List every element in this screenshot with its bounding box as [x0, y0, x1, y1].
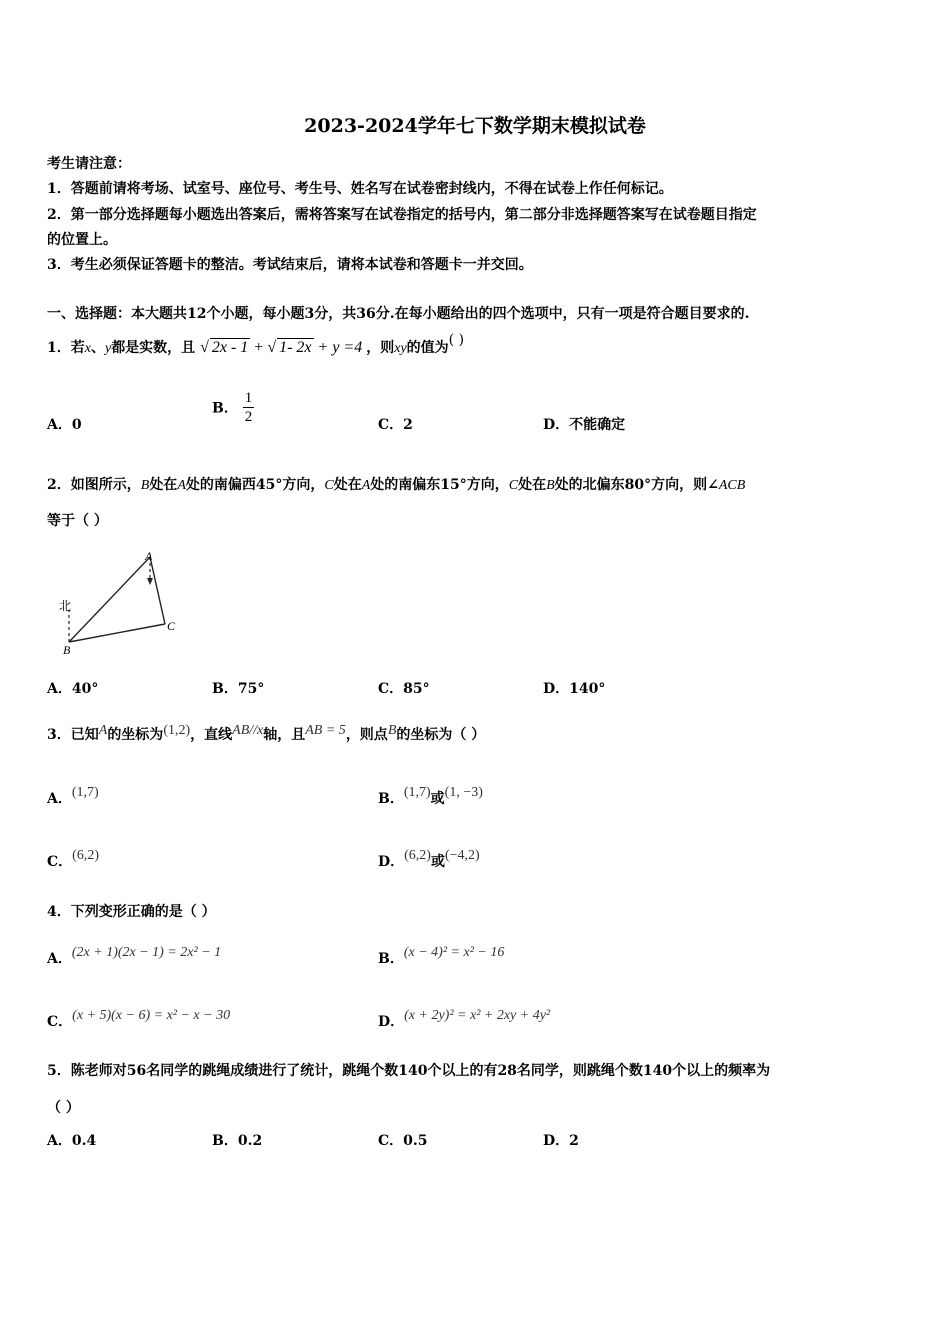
q2-C2: C	[508, 478, 519, 493]
q1-option-b	[212, 389, 254, 426]
q3-t3: ，直线	[190, 727, 233, 743]
q3-option-b-label: B．	[378, 791, 404, 807]
q5-option-d: D．2	[543, 1133, 579, 1149]
q4-option-a-label: A．	[47, 951, 72, 967]
q2-C1: C	[324, 478, 334, 493]
q1-option-c-value: 2	[403, 417, 413, 433]
q1-option-d-value: 不能确定	[569, 417, 626, 433]
q3-option-d-value-1: (6,2)	[404, 848, 431, 863]
q3-coord: (1,2)	[163, 723, 191, 738]
q2-t4: 处在	[333, 477, 362, 493]
q4-option-b-label: B．	[378, 951, 404, 967]
fig-label-A: A	[145, 549, 153, 563]
q4-option-d-value: (x + 2y)² = x² + 2xy + 4y²	[404, 1008, 551, 1023]
q3-option-b-value-2: (1, −3)	[444, 785, 483, 800]
question-3-stem	[47, 724, 485, 744]
q1-option-c	[378, 414, 413, 434]
q4-option-a-value: (2x + 1)(2x − 1) = 2x² − 1	[71, 945, 222, 960]
q2-ACB: ACB	[718, 478, 746, 493]
q1-option-d	[543, 414, 625, 434]
q3-line: AB//x	[232, 723, 264, 738]
q4-option-c-label: C．	[47, 1014, 73, 1030]
q3-option-a-value: (1,7)	[71, 785, 99, 800]
q1-text-d: 的值为	[406, 340, 449, 356]
q5-option-b: B．0.2	[212, 1133, 263, 1149]
q2-B1: B	[140, 478, 150, 493]
q2-option-b: B．75°	[212, 681, 265, 697]
question-5-stem-cont: （ ）	[47, 1100, 80, 1116]
q3-option-d-label: D．	[378, 854, 405, 870]
q3-option-b-or: 或	[430, 791, 445, 807]
q2-t5: 处的南偏东15°方向，	[370, 477, 509, 493]
q1-equation: √ 2x - 1 + √ 1- 2x + y =4	[200, 339, 363, 356]
q1-option-a-label: A．	[47, 417, 72, 433]
fig-label-C: C	[167, 619, 176, 633]
q1-plus: +	[254, 339, 264, 356]
q1-option-b-label: B．	[212, 400, 238, 417]
notice-item-2-cont: 的位置上。	[47, 232, 117, 248]
q1-radicand-1: 2x - 1	[211, 339, 249, 356]
q1-answer-paren: ( )	[448, 332, 465, 348]
q4-option-d-label: D．	[378, 1014, 405, 1030]
q3-eq: AB = 5	[305, 723, 346, 738]
q3-option-c-value: (6,2)	[72, 848, 99, 863]
q1-text-c: ，则	[366, 340, 395, 356]
notice-item-2: 2．第一部分选择题每小题选出答案后，需将答案写在试卷指定的括号内，第二部分非选择题答案写在试卷题目指定	[47, 207, 757, 223]
q5-option-c: C．0.5	[378, 1133, 428, 1149]
q3-A: A	[98, 723, 108, 738]
q1-text-a: 1．若	[47, 340, 85, 356]
fig-arrow-icon	[147, 578, 153, 585]
q3-t2: 的坐标为	[107, 727, 164, 743]
question-2-stem-cont: 等于（ ）	[47, 513, 108, 529]
q3-option-c	[47, 848, 99, 871]
question-5-stem: 5．陈老师对56名同学的跳绳成绩进行了统计，跳绳个数140个以上的有28名同学，则跳绳个数140个以上的频率为	[47, 1063, 771, 1079]
q3-option-d-or: 或	[430, 854, 445, 870]
fig-label-B: B	[63, 643, 71, 657]
q2-A1: A	[177, 478, 186, 493]
q4-option-c-value: (x + 5)(x − 6) = x² − x − 30	[72, 1008, 231, 1023]
q2-option-d: D．140°	[543, 681, 606, 697]
q1-sep: 、	[90, 340, 105, 356]
q1-option-a-value: 0	[71, 417, 82, 433]
q1-text-b: 都是实数，且	[111, 340, 196, 356]
q5-option-a: A．0.4	[47, 1133, 97, 1149]
q1-eq-tail: + y =4	[317, 339, 363, 356]
q1-option-b-fraction	[243, 389, 255, 426]
q2-A2: A	[361, 478, 371, 493]
notice-item-3: 3．考生必须保证答题卡的整洁。考试结束后，请将本试卷和答题卡一并交回。	[47, 257, 533, 273]
q1-y: y	[104, 341, 112, 356]
question-2-stem	[47, 474, 745, 494]
q1-option-a	[47, 414, 82, 434]
notice-heading: 考生请注意：	[47, 156, 131, 172]
notice-item-1: 1．答题前请将考场、试室号、座位号、考生号、姓名写在试卷密封线内，不得在试卷上作任何标记。	[47, 181, 673, 197]
q4-option-b-value: (x − 4)² = x² − 16	[403, 945, 505, 960]
q1-frac-num: 1	[244, 390, 253, 406]
q3-option-a-label: A．	[47, 791, 72, 807]
q2-t2: 处在	[149, 477, 178, 493]
q1-x: x	[84, 341, 91, 356]
q1-option-c-label: C．	[378, 417, 404, 433]
q3-t4: 轴，且	[263, 727, 306, 743]
q3-option-d	[378, 848, 480, 871]
q2-B2: B	[546, 478, 555, 493]
page-title: 2023-2024学年七下数学期末模拟试卷	[304, 115, 646, 137]
q3-option-c-label: C．	[47, 854, 73, 870]
q3-option-d-value-2: (−4,2)	[444, 848, 480, 863]
q1-frac-den: 2	[244, 409, 253, 425]
q1-option-d-label: D．	[543, 417, 570, 433]
q2-t3: 处的南偏西45°方向，	[185, 477, 325, 493]
q4-option-b	[378, 945, 505, 968]
q3-t1: 3．已知	[47, 727, 99, 743]
q2-option-a: A．40°	[47, 681, 99, 697]
q2-figure	[55, 548, 185, 658]
q4-option-c	[47, 1008, 231, 1031]
q2-t6: 处在	[518, 477, 547, 493]
fig-label-north: 北	[59, 599, 72, 613]
q1-radicand-2: 1- 2x	[279, 339, 312, 356]
q2-t1: 2．如图所示，	[47, 477, 141, 493]
q2-t7: 处的北偏东80°方向，则∠	[554, 477, 719, 493]
q3-B: B	[387, 723, 397, 738]
fig-line-AC	[150, 557, 165, 624]
q3-t5: ，则点	[345, 727, 388, 743]
section-heading: 一、选择题：本大题共12个小题，每小题3分，共36分.在每小题给出的四个选项中，只有一项是符合题目要求的.	[47, 306, 750, 322]
question-1-stem	[47, 332, 465, 357]
q3-option-b	[378, 785, 483, 808]
q1-xy: xy	[394, 341, 407, 356]
q3-t6: 的坐标为（ ）	[396, 727, 486, 743]
q2-option-c: C．85°	[378, 681, 430, 697]
question-4-stem: 4．下列变形正确的是（ ）	[47, 904, 216, 920]
q3-option-b-value-1: (1,7)	[403, 785, 431, 800]
q4-option-d	[378, 1008, 551, 1031]
q4-option-a	[47, 945, 222, 968]
q3-option-a	[47, 785, 99, 808]
